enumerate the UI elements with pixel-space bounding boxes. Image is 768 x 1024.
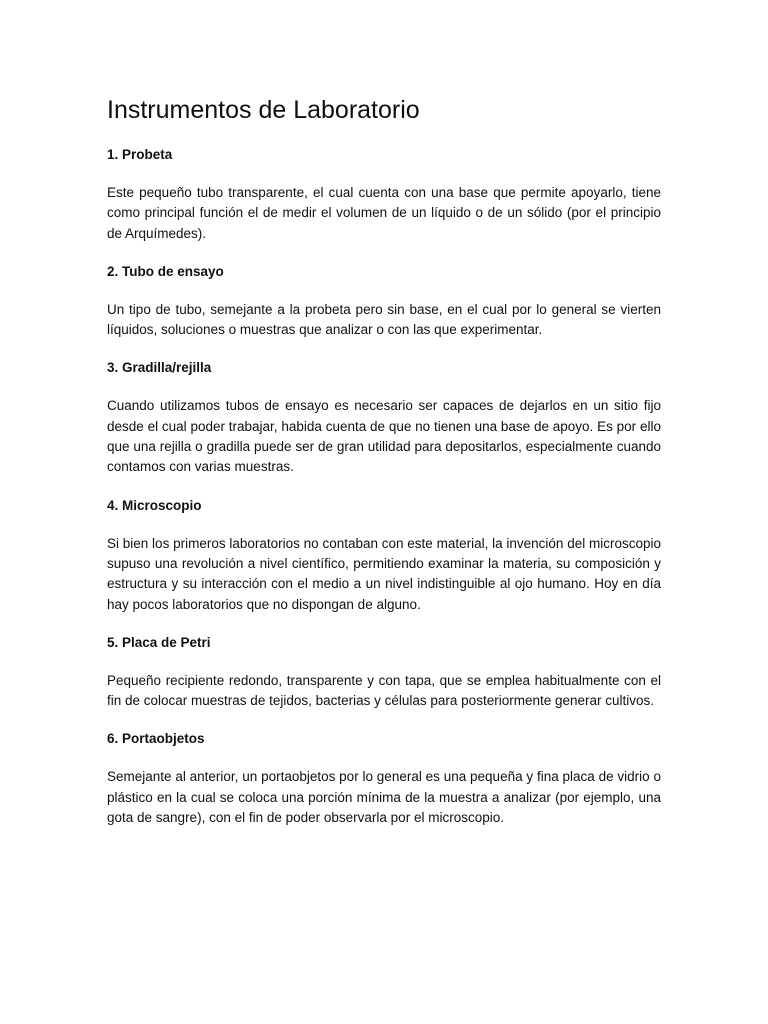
section-paragraph: Un tipo de tubo, semejante a la probeta pero sin base, en el cual por lo general se vierten líquidos, soluciones o muestras que analizar o con las que experimentar. <box>107 301 661 338</box>
section-paragraph: Pequeño recipiente redondo, transparente y con tapa, que se emplea habitualmente con el fin de colocar muestras de tejidos, bacterias y células para posteriormente generar cultivos. <box>107 672 661 709</box>
section-portaobjetos <box>107 730 661 828</box>
section-probeta <box>107 146 661 244</box>
section-gradilla-rejilla <box>107 359 661 477</box>
document-title: Instrumentos de Laboratorio <box>107 96 420 124</box>
section-paragraph: Cuando utilizamos tubos de ensayo es necesario ser capaces de dejarlos en un sitio fijo desde el cual poder trabajar, habida cuenta de que no tienen una base de apoyo. Es por ello que una rejilla o gradilla puede ser de gran utilidad para depositarlos, especialmente cuando contamos con varias muestras. <box>107 398 661 475</box>
section-heading: 5. Placa de Petri <box>107 634 211 650</box>
section-heading: 1. Probeta <box>107 147 173 162</box>
section-placa-de-petri <box>107 634 661 712</box>
section-microscopio <box>107 497 661 615</box>
section-tubo-de-ensayo <box>107 263 661 341</box>
document-page <box>107 92 661 847</box>
section-heading: 4. Microscopio <box>107 497 202 513</box>
section-heading: 2. Tubo de ensayo <box>107 263 224 279</box>
section-paragraph: Este pequeño tubo transparente, el cual cuenta con una base que permite apoyarlo, tiene como principal función el de medir el volumen de un líquido o de un sólido (por el principio de Arquímedes). <box>107 185 661 241</box>
section-paragraph: Si bien los primeros laboratorios no contaban con este material, la invención del microscopio supuso una revolución a nivel científico, permitiendo examinar la materia, su composición y estructura y su interacción con el medio a un nivel indistinguible al ojo humano. Hoy en día hay pocos laboratorios que no dispongan de alguno. <box>107 535 661 612</box>
section-heading: 3. Gradilla/rejilla <box>107 360 212 376</box>
section-heading: 6. Portaobjetos <box>107 731 205 747</box>
section-paragraph: Semejante al anterior, un portaobjetos por lo general es una pequeña y fina placa de vidrio o plástico en la cual se coloca una porción mínima de la muestra a analizar (por ejemplo, una gota de sangre), con el fin de poder observarla por el microscopio. <box>107 769 661 826</box>
